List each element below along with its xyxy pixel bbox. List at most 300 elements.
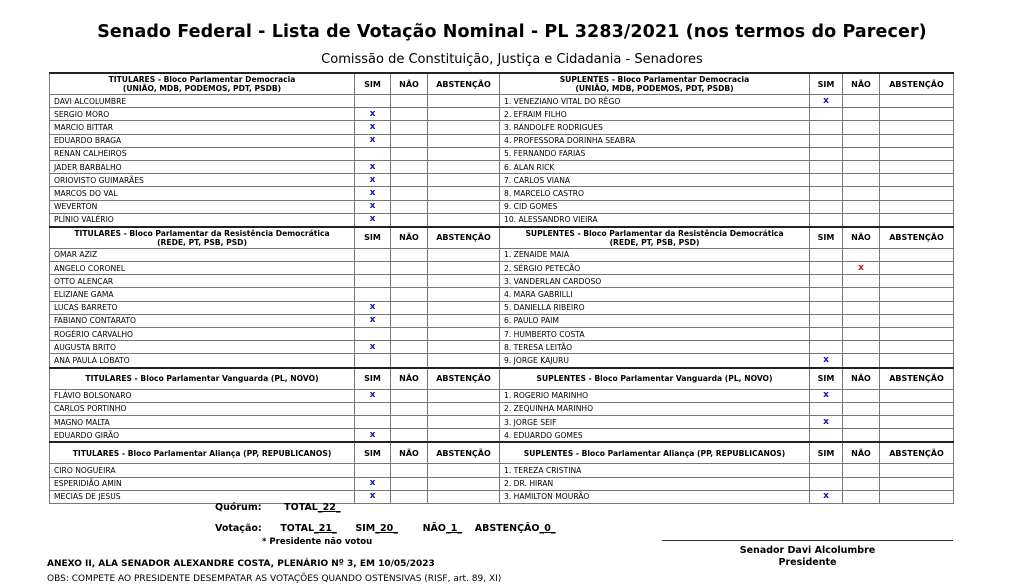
nao-cell <box>843 328 880 341</box>
sim-cell <box>810 275 843 288</box>
nao-cell <box>391 288 428 301</box>
abstencao-cell <box>880 275 954 288</box>
titular-name: MARCOS DO VAL <box>50 187 355 200</box>
block-title: SUPLENTES - Bloco Parlamentar Democracia <box>559 75 750 84</box>
nao-cell <box>843 354 880 368</box>
nao-cell <box>843 389 880 402</box>
suplente-name: 2. SÉRGIO PETECÃO <box>500 262 810 275</box>
nao-cell <box>391 108 428 121</box>
abstencao-cell <box>880 354 954 368</box>
titular-name: CARLOS PORTINHO <box>50 402 355 415</box>
nao-cell <box>391 490 428 503</box>
table-row <box>50 301 954 314</box>
nao-cell <box>843 301 880 314</box>
col-header-abstencao: ABSTENÇÃO <box>428 227 500 249</box>
suplente-name: 5. FERNANDO FARIAS <box>500 147 810 160</box>
suplente-name: 7. CARLOS VIANA <box>500 174 810 187</box>
nao-cell <box>391 341 428 354</box>
nao-cell <box>391 262 428 275</box>
col-header-nao: NÃO <box>843 368 880 390</box>
abstencao-cell <box>880 147 954 160</box>
nao-cell <box>843 415 880 428</box>
signature-line <box>662 540 953 541</box>
sim-cell <box>810 174 843 187</box>
block-title: TITULARES - Bloco Parlamentar Vanguarda (PL, NOVO) <box>85 374 319 384</box>
titular-name: FLÁVIO BOLSONARO <box>50 389 355 402</box>
nao-cell <box>843 262 880 275</box>
sim-cell <box>355 95 391 108</box>
vote-mark: x <box>369 174 376 185</box>
abstencao-cell <box>880 95 954 108</box>
col-header-nao: NÃO <box>843 227 880 249</box>
abstencao-cell <box>428 314 500 327</box>
abstencao-cell <box>428 262 500 275</box>
votacao-nao-label: NÃO <box>422 523 446 534</box>
nao-cell <box>843 464 880 477</box>
abstencao-cell <box>428 415 500 428</box>
sim-cell <box>355 328 391 341</box>
observation: OBS: COMPETE AO PRESIDENTE DESEMPATAR AS VOTAÇÕES QUANDO OSTENSIVAS (RISF, art. 89, XI) <box>47 574 502 584</box>
block-parties: (REDE, PT, PSB, PSD) <box>609 237 700 247</box>
nao-cell <box>843 147 880 160</box>
nao-cell <box>391 354 428 368</box>
col-header-abstencao: ABSTENÇÃO <box>428 368 500 390</box>
titulares-header <box>50 442 355 464</box>
abstencao-cell <box>428 108 500 121</box>
sim-cell <box>355 121 391 134</box>
votacao-abst-value: _0_ <box>539 523 556 534</box>
col-header-nao: NÃO <box>391 442 428 464</box>
suplente-name: 9. JORGE KAJURU <box>500 354 810 368</box>
abstencao-cell <box>428 301 500 314</box>
sim-cell <box>355 354 391 368</box>
sim-cell <box>810 328 843 341</box>
vote-mark: x <box>369 161 376 172</box>
table-row <box>50 341 954 354</box>
nao-cell <box>391 402 428 415</box>
nao-cell <box>391 415 428 428</box>
col-header-abstencao: ABSTENÇÃO <box>428 442 500 464</box>
vote-mark: x <box>823 491 829 502</box>
block-parties: (UNIÃO, MDB, PODEMOS, PDT, PSDB) <box>575 84 734 93</box>
block-parties: (REDE, PT, PSB, PSD) <box>157 237 247 247</box>
block-title: TITULARES - Bloco Parlamentar Aliança (PP, REPUBLICANOS) <box>72 448 332 458</box>
abstencao-cell <box>880 464 954 477</box>
votacao-sim-value: _20_ <box>375 523 398 534</box>
suplente-name: 2. EFRAIM FILHO <box>500 108 810 121</box>
abstencao-cell <box>880 415 954 428</box>
abstencao-cell <box>880 134 954 147</box>
suplente-name: 3. HAMILTON MOURÃO <box>500 490 810 503</box>
table-row <box>50 477 954 490</box>
titular-name: JADER BARBALHO <box>50 160 355 173</box>
titular-name: EDUARDO GIRÃO <box>50 429 355 443</box>
titular-name: ESPERIDIÃO AMIN <box>50 477 355 490</box>
votacao-abst-label: ABSTENÇÃO <box>474 523 540 534</box>
abstencao-cell <box>880 121 954 134</box>
sim-cell <box>355 160 391 173</box>
abstencao-cell <box>880 160 954 173</box>
abstencao-cell <box>880 389 954 402</box>
nao-cell <box>843 160 880 173</box>
suplente-name: 2. DR. HIRAN <box>500 477 810 490</box>
abstencao-cell <box>428 389 500 402</box>
col-header-nao: NÃO <box>391 368 428 390</box>
titular-name: WEVERTON <box>50 200 355 213</box>
vote-mark: x <box>369 390 376 401</box>
nao-cell <box>391 464 428 477</box>
titular-name: MARCIO BITTAR <box>50 121 355 134</box>
table-row <box>50 490 954 503</box>
abstencao-cell <box>428 477 500 490</box>
abstencao-cell <box>428 429 500 443</box>
col-header-nao: NÃO <box>391 73 428 95</box>
sim-cell <box>810 213 843 227</box>
nao-cell <box>391 134 428 147</box>
page-title: Senado Federal - Lista de Votação Nominal - PL 3283/2021 (nos termos do Parecer) <box>97 22 927 42</box>
quorum-line <box>215 502 341 513</box>
block-header-row <box>50 73 954 95</box>
block-title: SUPLENTES - Bloco Parlamentar Vanguarda (PL, NOVO) <box>536 374 773 384</box>
abstencao-cell <box>880 288 954 301</box>
suplente-name: 7. HUMBERTO COSTA <box>500 328 810 341</box>
suplentes-header <box>500 442 810 464</box>
abstencao-cell <box>880 341 954 354</box>
block-title: SUPLENTES - Bloco Parlamentar Aliança (PP, REPUBLICANOS) <box>523 448 786 458</box>
nao-cell <box>391 314 428 327</box>
titular-name: MAGNO MALTA <box>50 415 355 428</box>
nao-cell <box>843 187 880 200</box>
vote-mark: x <box>369 108 376 119</box>
vote-mark: x <box>369 214 376 225</box>
suplente-name: 9. CID GOMES <box>500 200 810 213</box>
nao-cell <box>391 121 428 134</box>
sim-cell <box>810 389 843 402</box>
sim-cell <box>810 108 843 121</box>
suplente-name: 1. TEREZA CRISTINA <box>500 464 810 477</box>
abstencao-cell <box>428 147 500 160</box>
abstencao-cell <box>880 200 954 213</box>
nao-cell <box>391 174 428 187</box>
nao-cell <box>391 248 428 261</box>
nao-cell <box>843 275 880 288</box>
sim-cell <box>810 200 843 213</box>
col-header-sim: SIM <box>810 368 843 390</box>
table-row <box>50 288 954 301</box>
table-row <box>50 328 954 341</box>
col-header-nao: NÃO <box>843 442 880 464</box>
sim-cell <box>810 464 843 477</box>
titular-name: RENAN CALHEIROS <box>50 147 355 160</box>
sim-cell <box>355 108 391 121</box>
table-row <box>50 275 954 288</box>
suplente-name: 10. ALESSANDRO VIEIRA <box>500 213 810 227</box>
block-header-row <box>50 368 954 390</box>
abstencao-cell <box>428 464 500 477</box>
titular-name: ANGELO CORONEL <box>50 262 355 275</box>
vote-mark: x <box>369 315 376 326</box>
table-row <box>50 389 954 402</box>
suplentes-header <box>500 227 810 249</box>
vote-mark: x <box>823 390 829 401</box>
sim-cell <box>355 275 391 288</box>
abstencao-cell <box>880 301 954 314</box>
titular-name: ORIOVISTO GUIMARÃES <box>50 174 355 187</box>
suplentes-header <box>500 368 810 390</box>
nao-cell <box>843 429 880 443</box>
sim-cell <box>355 415 391 428</box>
block-header-row <box>50 227 954 249</box>
quorum-total-label: TOTAL <box>284 502 318 513</box>
titular-name: MECIAS DE JESUS <box>50 490 355 503</box>
page-subtitle: Comissão de Constituição, Justiça e Cidadania - Senadores <box>321 52 703 67</box>
vote-mark: x <box>369 135 376 146</box>
nao-cell <box>391 95 428 108</box>
col-header-sim: SIM <box>355 73 391 95</box>
col-header-sim: SIM <box>810 227 843 249</box>
abstencao-cell <box>428 490 500 503</box>
suplente-name: 4. MARA GABRILLI <box>500 288 810 301</box>
abstencao-cell <box>880 108 954 121</box>
nao-cell <box>391 200 428 213</box>
abstencao-cell <box>880 477 954 490</box>
vote-table <box>49 72 954 504</box>
nao-cell <box>843 341 880 354</box>
col-header-abstencao: ABSTENÇÃO <box>880 73 954 95</box>
sim-cell <box>810 95 843 108</box>
suplentes-header <box>500 73 810 95</box>
abstencao-cell <box>428 328 500 341</box>
abstencao-cell <box>428 121 500 134</box>
table-row <box>50 147 954 160</box>
abstencao-cell <box>880 314 954 327</box>
suplente-name: 8. MARCELO CASTRO <box>500 187 810 200</box>
titulares-header <box>50 73 355 95</box>
suplente-name: 4. EDUARDO GOMES <box>500 429 810 443</box>
col-header-nao: NÃO <box>391 227 428 249</box>
table-row <box>50 464 954 477</box>
col-header-abstencao: ABSTENÇÃO <box>428 73 500 95</box>
table-row <box>50 134 954 147</box>
abstencao-cell <box>428 248 500 261</box>
suplente-name: 3. VANDERLAN CARDOSO <box>500 275 810 288</box>
quorum-total-value: _22_ <box>317 502 341 513</box>
sim-cell <box>355 248 391 261</box>
nao-cell <box>391 147 428 160</box>
sim-cell <box>810 490 843 503</box>
nao-cell <box>843 288 880 301</box>
suplente-name: 6. PAULO PAIM <box>500 314 810 327</box>
col-header-sim: SIM <box>810 442 843 464</box>
vote-mark: x <box>858 262 864 273</box>
titular-name: FABIANO CONTARATO <box>50 314 355 327</box>
suplente-name: 3. JORGE SEIF <box>500 415 810 428</box>
table-row <box>50 187 954 200</box>
votacao-sim-label: SIM <box>355 523 376 534</box>
sim-cell <box>810 248 843 261</box>
sim-cell <box>810 402 843 415</box>
suplente-name: 1. ROGERIO MARINHO <box>500 389 810 402</box>
abstencao-cell <box>880 248 954 261</box>
signature-role: Presidente <box>778 557 837 568</box>
signature-block <box>662 545 953 569</box>
sim-cell <box>810 314 843 327</box>
col-header-sim: SIM <box>355 442 391 464</box>
votacao-line <box>215 523 556 534</box>
suplente-name: 2. ZEQUINHA MARINHO <box>500 402 810 415</box>
sim-cell <box>810 429 843 443</box>
nao-cell <box>391 328 428 341</box>
abstencao-cell <box>880 174 954 187</box>
abstencao-cell <box>428 354 500 368</box>
nao-cell <box>843 314 880 327</box>
table-row <box>50 160 954 173</box>
nao-cell <box>391 160 428 173</box>
vote-mark: x <box>369 341 376 352</box>
vote-mark: x <box>823 354 829 365</box>
sim-cell <box>810 415 843 428</box>
table-row <box>50 200 954 213</box>
nao-cell <box>843 95 880 108</box>
abstencao-cell <box>428 341 500 354</box>
titular-name: ELIZIANE GAMA <box>50 288 355 301</box>
nao-cell <box>843 213 880 227</box>
block-title: TITULARES - Bloco Parlamentar Democracia <box>108 75 296 84</box>
sim-cell <box>355 187 391 200</box>
table-row <box>50 415 954 428</box>
block-title: SUPLENTES - Bloco Parlamentar da Resistência Democrática <box>525 228 784 238</box>
nao-cell <box>843 248 880 261</box>
vote-mark: x <box>369 478 376 489</box>
votacao-total-value: _21_ <box>314 523 337 534</box>
sim-cell <box>810 147 843 160</box>
table-row <box>50 95 954 108</box>
sim-cell <box>810 187 843 200</box>
abstencao-cell <box>428 95 500 108</box>
sim-cell <box>355 288 391 301</box>
suplente-name: 8. TERESA LEITÃO <box>500 341 810 354</box>
sim-cell <box>355 314 391 327</box>
block-header-row <box>50 442 954 464</box>
col-header-abstencao: ABSTENÇÃO <box>880 442 954 464</box>
suplente-name: 6. ALAN RICK <box>500 160 810 173</box>
col-header-sim: SIM <box>355 227 391 249</box>
titular-name: DAVI ALCOLUMBRE <box>50 95 355 108</box>
sim-cell <box>355 147 391 160</box>
sim-cell <box>810 134 843 147</box>
table-row <box>50 248 954 261</box>
vote-mark: x <box>823 95 829 106</box>
nao-cell <box>391 275 428 288</box>
signature-name: Senador Davi Alcolumbre <box>739 545 876 556</box>
abstencao-cell <box>428 275 500 288</box>
block-title: TITULARES - Bloco Parlamentar da Resistência Democrática <box>74 228 330 238</box>
abstencao-cell <box>880 213 954 227</box>
table-row <box>50 429 954 443</box>
sim-cell <box>810 341 843 354</box>
sim-cell <box>355 429 391 443</box>
nao-cell <box>391 389 428 402</box>
titular-name: PLÍNIO VALÉRIO <box>50 213 355 227</box>
sim-cell <box>355 341 391 354</box>
sim-cell <box>810 477 843 490</box>
sim-cell <box>355 477 391 490</box>
nao-cell <box>391 187 428 200</box>
suplente-name: 3. RANDOLFE RODRIGUES <box>500 121 810 134</box>
titular-name: CIRO NOGUEIRA <box>50 464 355 477</box>
suplente-name: 5. DANIELLA RIBEIRO <box>500 301 810 314</box>
vote-mark: x <box>823 416 829 427</box>
abstencao-cell <box>880 490 954 503</box>
titular-name: ROGÉRIO CARVALHO <box>50 328 355 341</box>
col-header-sim: SIM <box>810 73 843 95</box>
vote-mark: x <box>369 302 376 313</box>
nao-cell <box>391 429 428 443</box>
abstencao-cell <box>428 402 500 415</box>
nao-cell <box>843 402 880 415</box>
nao-cell <box>843 477 880 490</box>
annex-location: ANEXO II, ALA SENADOR ALEXANDRE COSTA, PLENÁRIO Nº 3, EM 10/05/2023 <box>47 559 435 569</box>
abstencao-cell <box>880 262 954 275</box>
votacao-label: Votação: <box>215 523 262 534</box>
nao-cell <box>843 174 880 187</box>
sim-cell <box>355 389 391 402</box>
block-parties: (UNIÃO, MDB, PODEMOS, PDT, PSDB) <box>122 84 282 93</box>
votacao-nao-value: _1_ <box>445 523 463 534</box>
titular-name: OTTO ALENCAR <box>50 275 355 288</box>
table-row <box>50 121 954 134</box>
abstencao-cell <box>428 134 500 147</box>
abstencao-cell <box>880 187 954 200</box>
sim-cell <box>355 402 391 415</box>
nao-cell <box>843 200 880 213</box>
vote-mark: x <box>369 121 376 132</box>
suplente-name: 1. VENEZIANO VITAL DO RÊGO <box>500 95 810 108</box>
abstencao-cell <box>428 174 500 187</box>
abstencao-cell <box>428 200 500 213</box>
titular-name: OMAR AZIZ <box>50 248 355 261</box>
sim-cell <box>810 262 843 275</box>
titular-name: LUCAS BARRETO <box>50 301 355 314</box>
titulares-header <box>50 368 355 390</box>
abstencao-cell <box>880 402 954 415</box>
sim-cell <box>810 354 843 368</box>
nao-cell <box>843 121 880 134</box>
titular-name: AUGUSTA BRITO <box>50 341 355 354</box>
sim-cell <box>355 464 391 477</box>
president-note: * Presidente não votou <box>262 537 373 547</box>
nao-cell <box>391 301 428 314</box>
vote-mark: x <box>369 429 376 440</box>
nao-cell <box>391 213 428 227</box>
col-header-sim: SIM <box>355 368 391 390</box>
vote-mark: x <box>369 491 376 502</box>
abstencao-cell <box>428 213 500 227</box>
nao-cell <box>391 477 428 490</box>
sim-cell <box>810 160 843 173</box>
titulares-header <box>50 227 355 249</box>
table-row <box>50 174 954 187</box>
nao-cell <box>843 134 880 147</box>
nao-cell <box>843 108 880 121</box>
abstencao-cell <box>428 288 500 301</box>
table-row <box>50 108 954 121</box>
nao-cell <box>843 490 880 503</box>
table-row <box>50 354 954 368</box>
table-row <box>50 213 954 227</box>
vote-mark: x <box>369 187 376 198</box>
table-row <box>50 402 954 415</box>
